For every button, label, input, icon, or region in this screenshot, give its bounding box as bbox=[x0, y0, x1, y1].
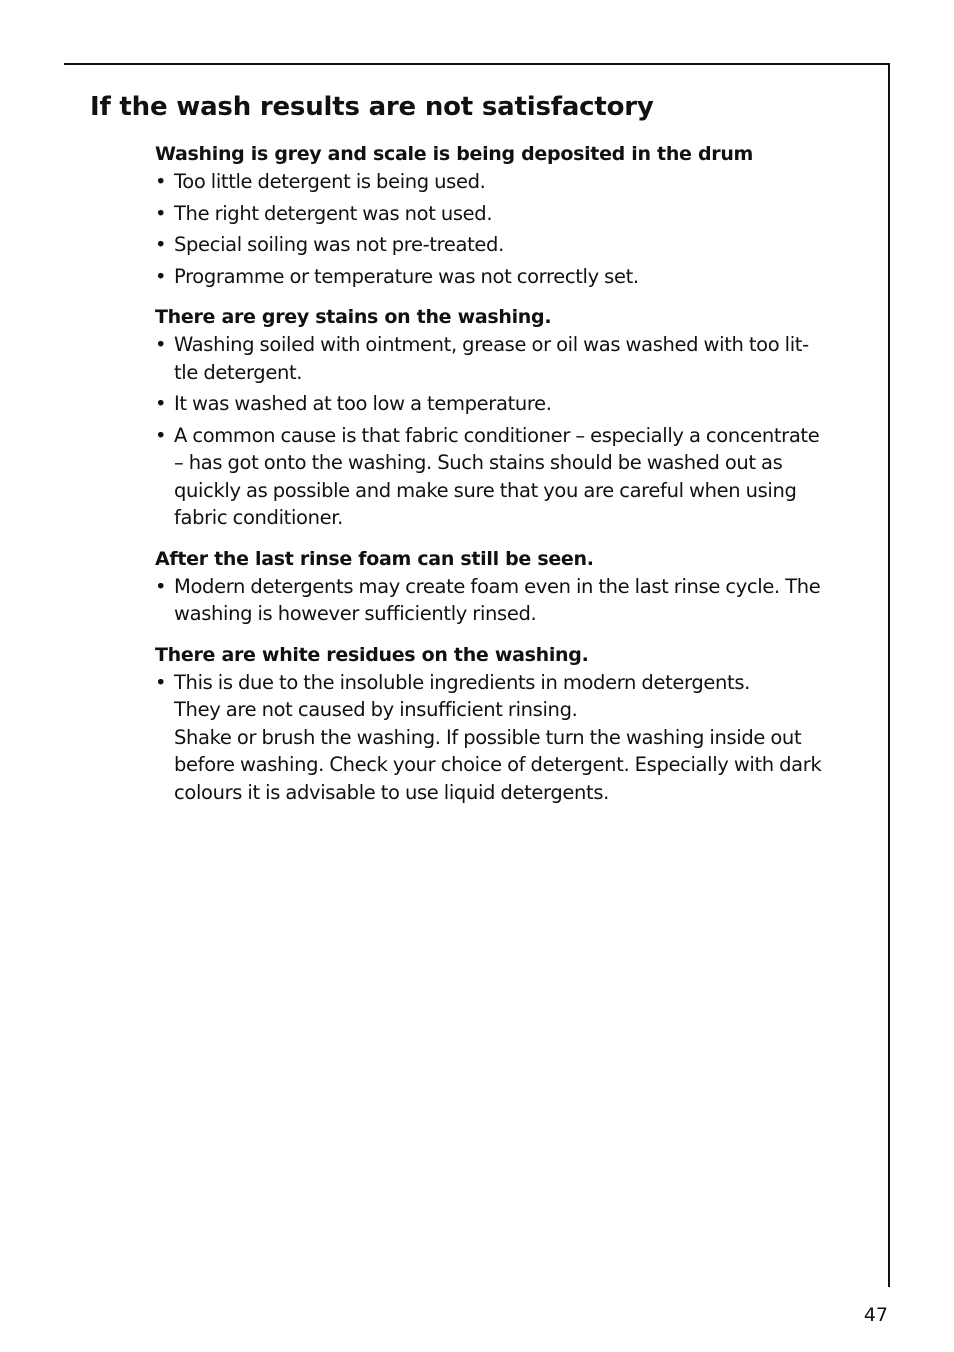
list-item bbox=[155, 669, 865, 807]
section-foam-after-rinse bbox=[155, 545, 865, 628]
list-item bbox=[155, 231, 865, 259]
bullet-icon: • bbox=[155, 423, 167, 447]
list-item bbox=[155, 263, 865, 291]
item-text: quickly as possible and make sure that you are careful when using bbox=[174, 478, 797, 502]
bullet-icon: • bbox=[155, 170, 167, 193]
section-grey-washing-scale bbox=[155, 140, 865, 290]
item-text: A common cause is that fabric conditioner – especially a concentrate bbox=[174, 423, 820, 447]
top-rule bbox=[64, 63, 890, 65]
cause-list bbox=[155, 331, 865, 532]
item-text: Programme or temperature was not correctly set. bbox=[174, 264, 639, 288]
item-text: Too little detergent is being used. bbox=[174, 170, 486, 193]
item-text: colours it is advisable to use liquid detergents. bbox=[174, 780, 609, 804]
bullet-icon: • bbox=[155, 670, 167, 694]
list-item bbox=[155, 422, 865, 532]
item-text: fabric conditioner. bbox=[174, 506, 343, 529]
section-heading: After the last rinse foam can still be seen. bbox=[155, 547, 594, 570]
troubleshooting-content bbox=[155, 140, 865, 819]
item-text: The right detergent was not used. bbox=[174, 201, 493, 225]
item-text: It was washed at too low a temperature. bbox=[174, 392, 552, 415]
item-text: washing is however sufficiently rinsed. bbox=[174, 602, 537, 625]
section-heading: There are grey stains on the washing. bbox=[155, 306, 552, 328]
list-item bbox=[155, 200, 865, 228]
page-number: 47 bbox=[863, 1304, 888, 1326]
bullet-icon: • bbox=[155, 392, 167, 415]
section-heading: Washing is grey and scale is being deposited in the drum bbox=[155, 143, 754, 165]
bullet-icon: • bbox=[155, 574, 167, 598]
cause-list bbox=[155, 168, 865, 290]
cause-list bbox=[155, 669, 865, 807]
section-heading: There are white residues on the washing. bbox=[155, 643, 589, 666]
item-text: Washing soiled with ointment, grease or oil was washed with too lit- bbox=[174, 333, 809, 356]
page-title: If the wash results are not satisfactory bbox=[90, 92, 654, 122]
item-text: Special soiling was not pre-treated. bbox=[174, 233, 504, 256]
cause-list bbox=[155, 573, 865, 628]
bullet-icon: • bbox=[155, 233, 167, 256]
item-text: Modern detergents may create foam even in the last rinse cycle. The bbox=[174, 574, 821, 598]
item-text: – has got onto the washing. Such stains should be washed out as bbox=[174, 451, 783, 474]
item-text: tle detergent. bbox=[174, 360, 303, 384]
right-rule bbox=[888, 63, 890, 1287]
section-white-residues bbox=[155, 641, 865, 807]
item-text: This is due to the insoluble ingredients in modern detergents. bbox=[174, 670, 750, 694]
list-item bbox=[155, 168, 865, 196]
section-grey-stains bbox=[155, 303, 865, 532]
bullet-icon: • bbox=[155, 264, 167, 288]
list-item bbox=[155, 390, 865, 418]
item-text: Shake or brush the washing. If possible turn the washing inside out bbox=[174, 725, 802, 749]
list-item bbox=[155, 331, 865, 386]
list-item bbox=[155, 573, 865, 628]
bullet-icon: • bbox=[155, 333, 167, 356]
bullet-icon: • bbox=[155, 201, 167, 225]
item-text: before washing. Check your choice of detergent. Especially with dark bbox=[174, 753, 822, 776]
item-text: They are not caused by insufficient rinsing. bbox=[174, 698, 578, 721]
